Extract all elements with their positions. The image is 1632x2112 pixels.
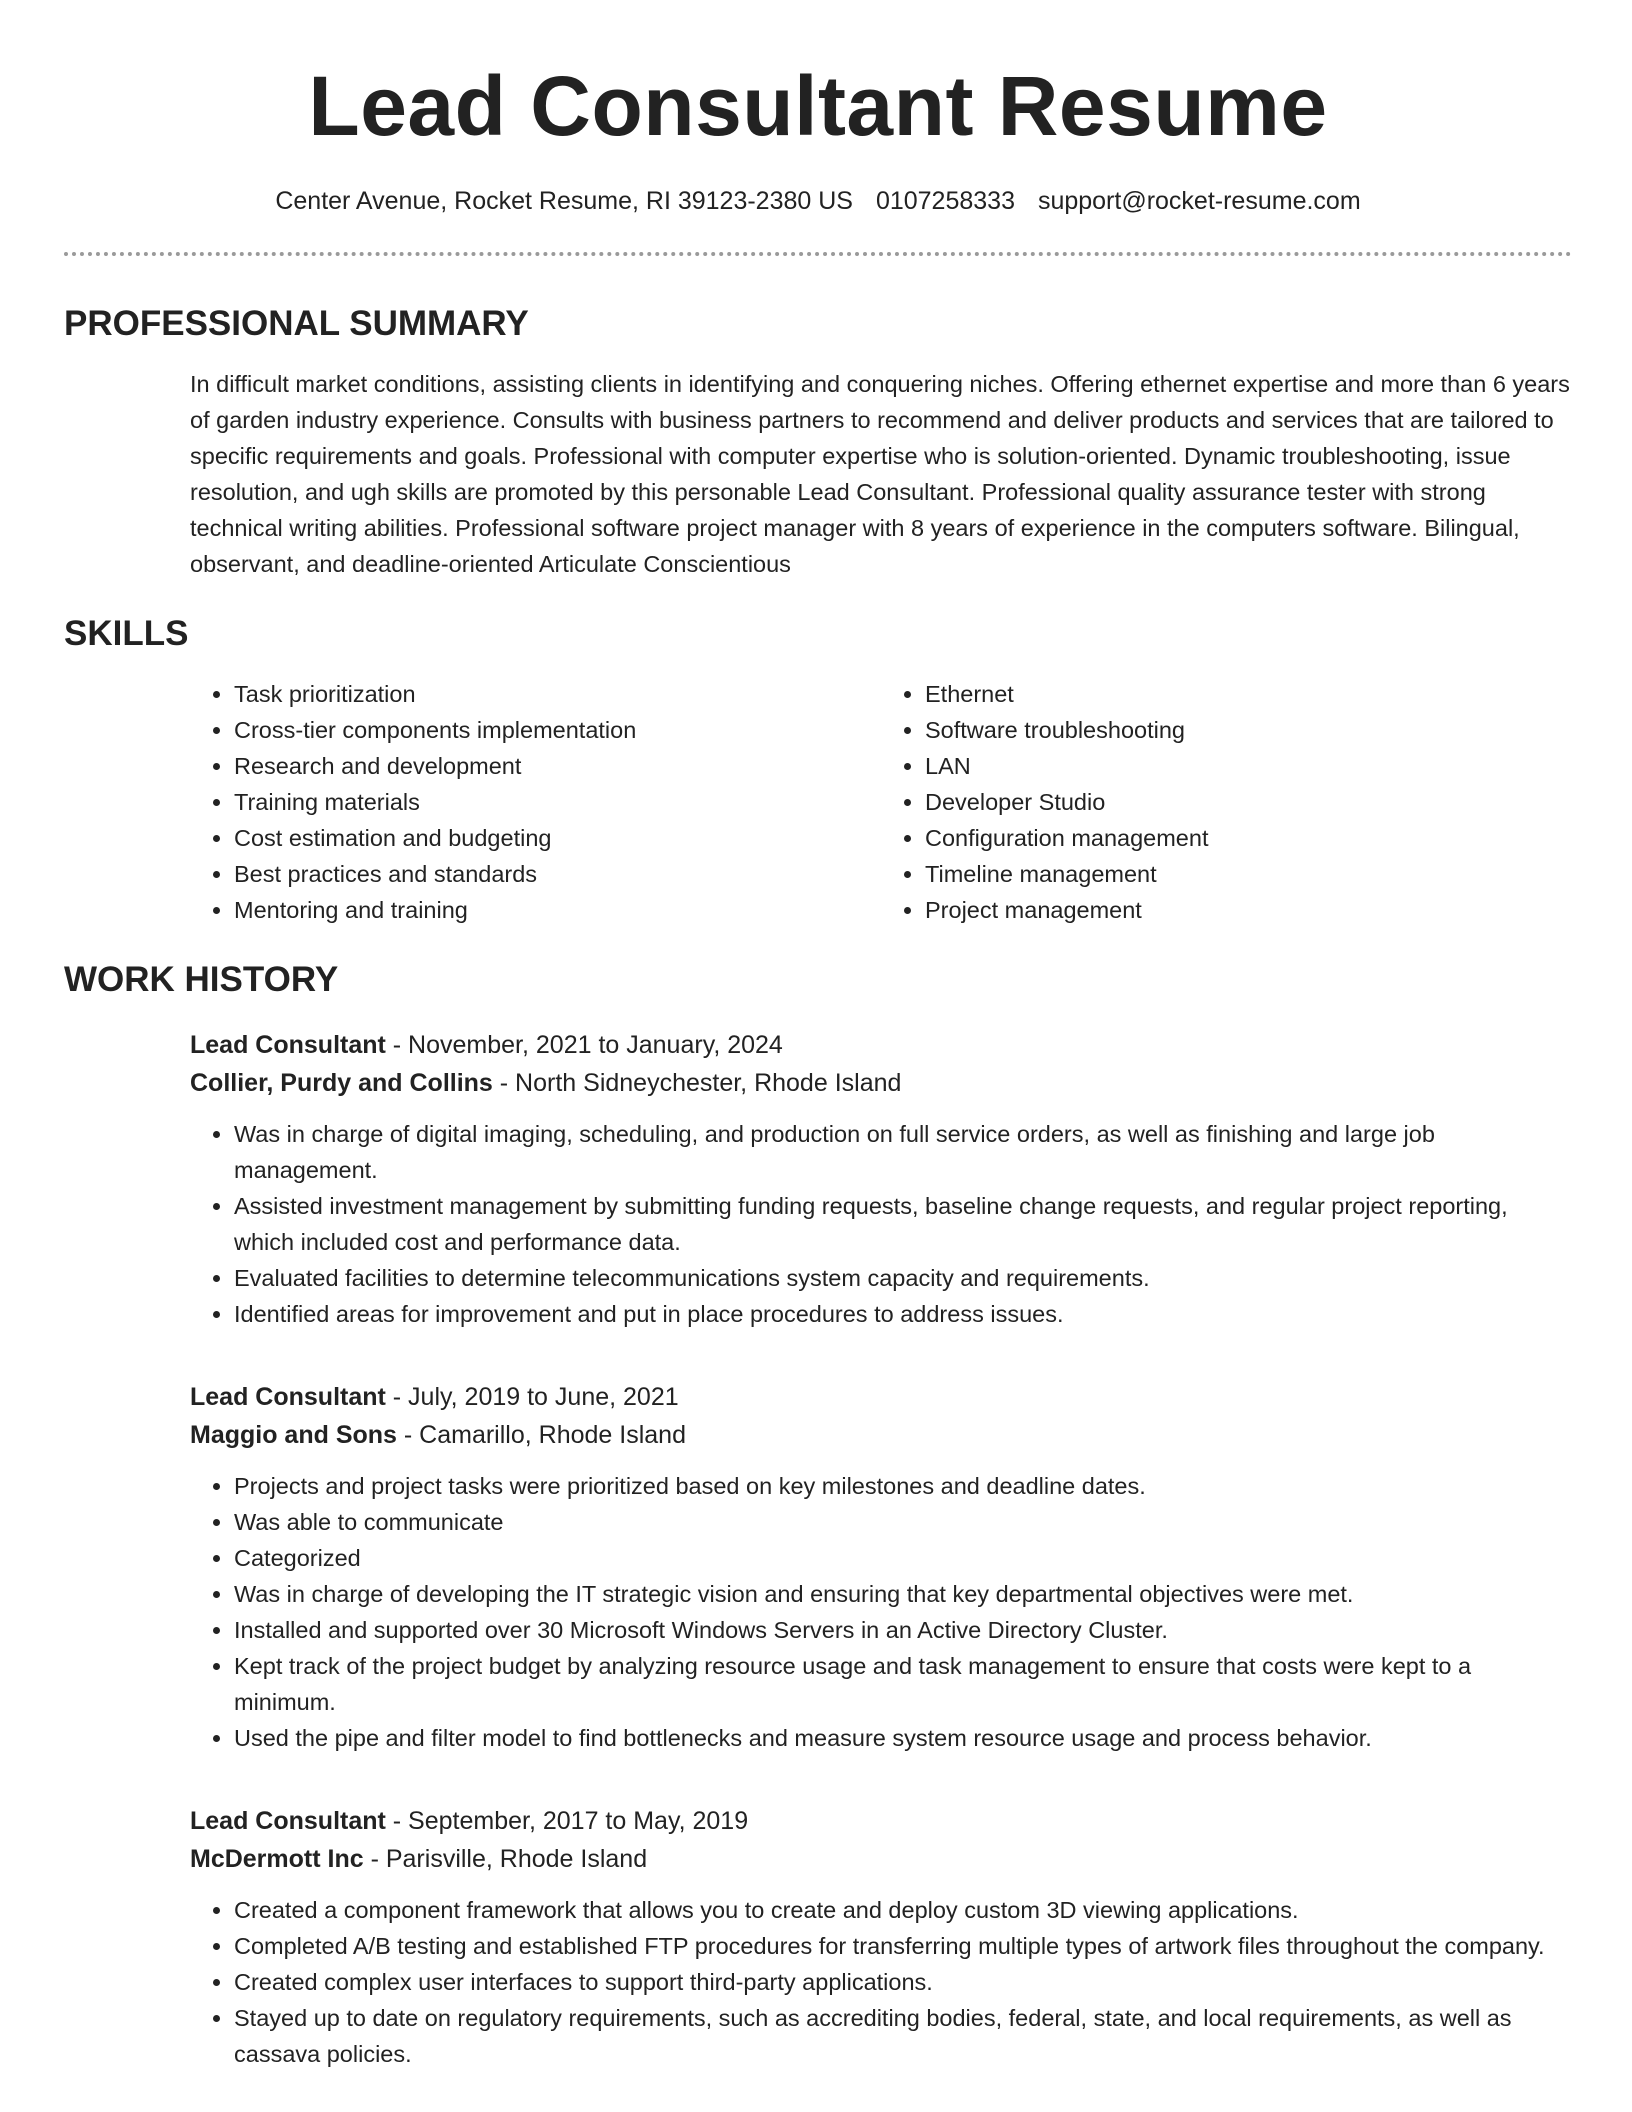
job-bullet: • Completed A/B testing and established FTP procedures for transferring multiple types of artwork files throughout the company. <box>234 1928 1572 1964</box>
skills-list-right <box>881 676 1572 928</box>
job-title: Lead Consultant <box>190 1383 386 1411</box>
skill-item: • Mentoring and training <box>234 892 881 928</box>
job-bullet: • Categorized <box>234 1540 1572 1576</box>
skill-item: • Training materials <box>234 784 881 820</box>
contact-address: Center Avenue, Rocket Resume, RI 39123-2380 US <box>275 187 853 215</box>
contact-phone: 0107258333 <box>875 187 1015 215</box>
job-bullet-list <box>190 1468 1572 1756</box>
job-bullet: • Was in charge of digital imaging, scheduling, and production on full service orders, as well as finishing and large job management. <box>234 1116 1572 1188</box>
job-bullet: • Evaluated facilities to determine telecommunications system capacity and requirements. <box>234 1260 1572 1296</box>
job-company-line <box>190 1064 1572 1102</box>
resume-title: Lead Consultant Resume <box>308 59 1328 153</box>
job-bullet: • Stayed up to date on regulatory requirements, such as accrediting bodies, federal, state, and local requirements, as well as cassava policies. <box>234 2000 1572 2072</box>
job-bullet: • Installed and supported over 30 Microsoft Windows Servers in an Active Directory Cluster. <box>234 1612 1572 1648</box>
job-bullet: • Created a component framework that allows you to create and deploy custom 3D viewing applications. <box>234 1892 1572 1928</box>
job-bullet: • Assisted investment management by submitting funding requests, baseline change requests, and regular project reporting, which included cost and performance data. <box>234 1188 1572 1260</box>
job-dates: - July, 2019 to June, 2021 <box>385 1383 679 1411</box>
job-bullet: • Projects and project tasks were prioritized based on key milestones and deadline dates. <box>234 1468 1572 1504</box>
skill-item: • Software troubleshooting <box>925 712 1572 748</box>
job-bullet: • Was in charge of developing the IT strategic vision and ensuring that key departmental objectives were met. <box>234 1576 1572 1612</box>
job-entry <box>190 1802 1572 2072</box>
skill-item: • Configuration management <box>925 820 1572 856</box>
job-location: - North Sidneychester, Rhode Island <box>492 1069 902 1097</box>
job-company-line <box>190 1840 1572 1878</box>
job-location: - Camarillo, Rhode Island <box>396 1421 686 1449</box>
skill-item: • Cost estimation and budgeting <box>234 820 881 856</box>
job-bullet: • Created complex user interfaces to support third-party applications. <box>234 1964 1572 2000</box>
job-title-line <box>190 1378 1572 1416</box>
skill-item: • Best practices and standards <box>234 856 881 892</box>
skill-item: • Project management <box>925 892 1572 928</box>
job-company: Maggio and Sons <box>190 1421 397 1449</box>
job-title-line <box>190 1026 1572 1064</box>
job-dates: - November, 2021 to January, 2024 <box>385 1031 783 1059</box>
header-divider <box>64 252 1572 256</box>
job-bullet: • Used the pipe and filter model to find bottlenecks and measure system resource usage and process behavior. <box>234 1720 1572 1756</box>
job-dates: - September, 2017 to May, 2019 <box>385 1807 749 1835</box>
skill-item: • Task prioritization <box>234 676 881 712</box>
job-company-line <box>190 1416 1572 1454</box>
skill-item: • Timeline management <box>925 856 1572 892</box>
skill-item: • Developer Studio <box>925 784 1572 820</box>
summary-text: In difficult market conditions, assisting clients in identifying and conquering niches. Offering ethernet expertise and more than 6 years of garden industry experience. Consults with business partners to recommend and deliver products and services that are tailored to specific requirements and goals. Professional with computer expertise who is solution-oriented. Dynamic troubleshooting, issue resolution, and ugh skills are promoted by this personable Lead Consultant. Professional quality assurance tester with strong technical writing abilities. Professional software project manager with 8 years of experience in the computers software. Bilingual, observant, and deadline-oriented Articulate Conscientious <box>190 371 1570 577</box>
job-company: Collier, Purdy and Collins <box>190 1069 493 1097</box>
skill-item: • Cross-tier components implementation <box>234 712 881 748</box>
job-bullet-list <box>190 1116 1572 1332</box>
job-title: Lead Consultant <box>190 1031 386 1059</box>
skill-item: • LAN <box>925 748 1572 784</box>
contact-email: support@rocket-resume.com <box>1037 187 1361 215</box>
job-bullet: • Identified areas for improvement and put in place procedures to address issues. <box>234 1296 1572 1332</box>
summary-heading: PROFESSIONAL SUMMARY <box>64 304 529 343</box>
job-bullet-list <box>190 1892 1572 2072</box>
skill-item: • Ethernet <box>925 676 1572 712</box>
job-location: - Parisville, Rhode Island <box>363 1845 648 1873</box>
job-bullet: • Kept track of the project budget by analyzing resource usage and task management to ensure that costs were kept to a minimum. <box>234 1648 1572 1720</box>
skill-item: • Research and development <box>234 748 881 784</box>
skills-heading: SKILLS <box>64 614 189 653</box>
job-company: McDermott Inc <box>190 1845 364 1873</box>
job-entry <box>190 1378 1572 1756</box>
job-title: Lead Consultant <box>190 1807 386 1835</box>
work-history-heading: WORK HISTORY <box>64 960 339 999</box>
resume-page <box>64 0 1572 2072</box>
skills-list-left <box>190 676 881 928</box>
contact-line <box>64 184 1572 218</box>
job-entry <box>190 1026 1572 1332</box>
skills-grid <box>190 676 1572 928</box>
job-bullet: • Was able to communicate <box>234 1504 1572 1540</box>
job-title-line <box>190 1802 1572 1840</box>
